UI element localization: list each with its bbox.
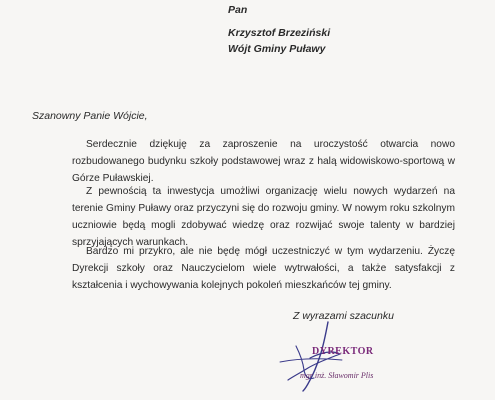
closing-phrase: Z wyrazami szacunku <box>293 310 394 322</box>
recipient-position: Wójt Gminy Puławy <box>228 43 326 55</box>
greeting: Szanowny Panie Wójcie, <box>32 110 148 122</box>
paragraph: Z pewnością ta inwestycja umożliwi organizację wielu nowych wydarzeń na terenie Gminy Puławy oraz przyczyni się do rozwoju gminy. W nowym roku szkolnym uczniowie będą mogli zdobywać wiedzę oraz rozwijać swoje talenty w bardziej sprzyjających warunkach. <box>72 186 455 248</box>
stamp-name: mgr inż. Sławomir Plis <box>300 371 374 380</box>
paragraph: Serdecznie dziękuję za zaproszenie na uroczystość otwarcia nowo rozbudowanego budynku szkoły podstawowej wraz z halą widowiskowo-sportową w Górze Puławskiej. <box>72 139 455 184</box>
recipient-title: Pan <box>228 4 248 16</box>
signature-image <box>270 318 380 398</box>
paragraph: Bardzo mi przykro, ale nie będę mógł uczestniczyć w tym wydarzeniu. Życzę Dyrekcji szkoły oraz Nauczycielom wiele wytrwałości, a także satysfakcji z kształcenia i wychowywania kolejnych pokoleń mieszkańców tej gminy. <box>72 246 455 291</box>
stamp-title: DYREKTOR <box>312 346 374 357</box>
recipient-name: Krzysztof Brzeziński <box>228 27 331 39</box>
